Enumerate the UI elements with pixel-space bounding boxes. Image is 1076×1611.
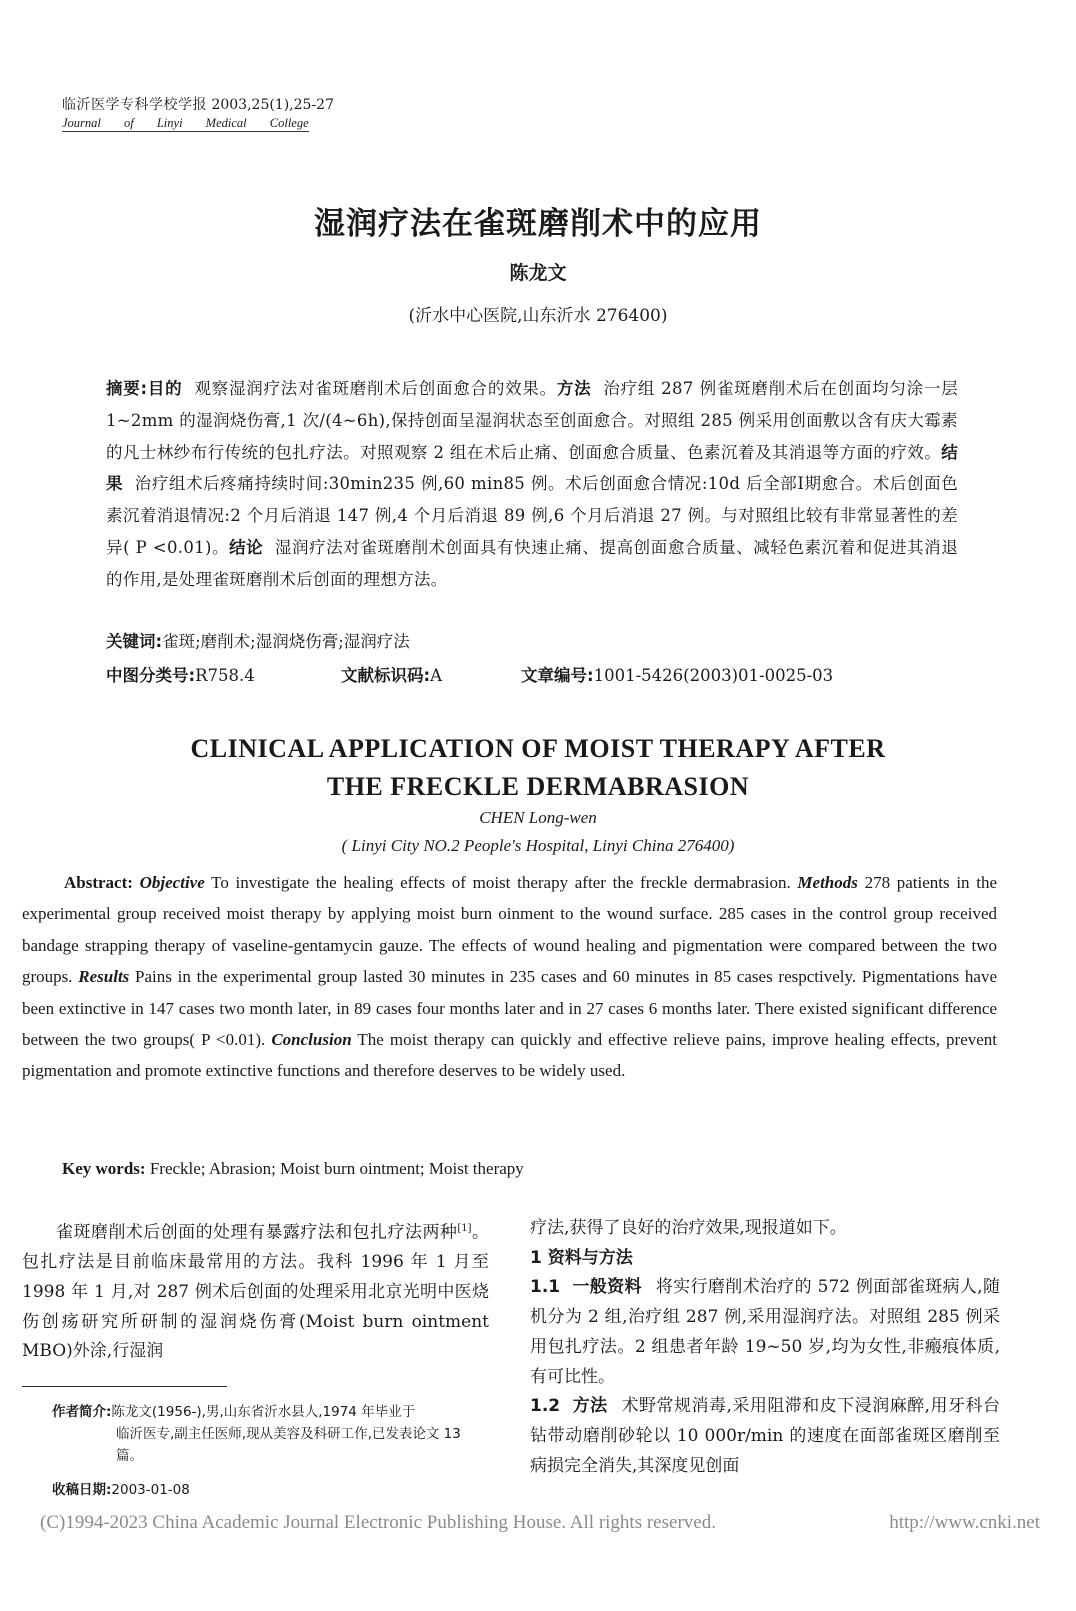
objective-label-en: Objective bbox=[139, 873, 205, 892]
keywords-en-value: Freckle; Abrasion; Moist burn ointment; Moist therapy bbox=[145, 1159, 524, 1178]
footnote-divider bbox=[22, 1386, 227, 1387]
article-title-en bbox=[0, 730, 1076, 806]
results-label-en: Results bbox=[78, 967, 130, 987]
keywords-en bbox=[62, 1159, 524, 1179]
received-date-line bbox=[52, 1478, 190, 1498]
methods-text-en: 278 patients in the experimental group received moist therapy by applying moist burn oinment to the wound surface. 285 cases in the control group received bandage strapping therapy of vaseline-gentamycin gauze. The effects of wound healing and pigmentation were compared between the two groups. bbox=[22, 873, 998, 987]
methods-text-cn: 治疗组 287 例雀斑磨削术后在创面均匀涂一层 1~2mm 的湿润烧伤膏,1 次/(4~6h),保持创面呈湿润状态至创面愈合。对照组 285 例采用创面敷以含有庆大霉素的凡士林纱布行传统的包扎疗法。对照观察 2 组在术后止痛、创面愈合质量、色素沉着及其消退等方面的疗效。 bbox=[106, 379, 959, 462]
affiliation-cn: (沂水中心医院,山东沂水 276400) bbox=[408, 306, 668, 326]
article-no-label: 文章编号: bbox=[521, 666, 594, 685]
classification-line bbox=[106, 662, 966, 686]
cnki-url: http://www.cnki.net bbox=[889, 1512, 1040, 1533]
doc-code-label: 文献标识码: bbox=[341, 666, 431, 685]
author-cn: 陈龙文 bbox=[509, 262, 567, 284]
abstract-cn-label: 摘要: bbox=[106, 379, 148, 398]
journal-citation: 2003,25(1),25-27 bbox=[211, 97, 334, 113]
author-bio: 陈龙文(1956-),男,山东省沂水县人,1974 年毕业于 bbox=[111, 1404, 416, 1420]
objective-text-cn: 观察湿润疗法对雀斑磨削术后创面愈合的效果。 bbox=[194, 379, 557, 398]
subsection-1-2-text: 术野常规消毒,采用阻滞和皮下浸润麻醉,用牙科台钻带动磨削砂轮以 10 000r/min 的速度在面部雀斑区磨削至病损完全消失,其深度见创面 bbox=[530, 1396, 1000, 1476]
author-footnote bbox=[52, 1401, 492, 1467]
subsection-1-1 bbox=[530, 1273, 1000, 1392]
journal-name-cn: 临沂医学专科学校学报 bbox=[62, 97, 207, 113]
intro-paragraph bbox=[22, 1214, 489, 1367]
author-bio-label: 作者简介: bbox=[52, 1404, 112, 1420]
objective-text-en: To investigate the healing effects of moist therapy after the freckle dermabrasion. bbox=[204, 873, 791, 892]
abstract-cn bbox=[106, 373, 958, 596]
copyright-watermark bbox=[40, 1512, 1040, 1534]
clc-label: 中图分类号: bbox=[106, 666, 196, 685]
subsection-1-2-number: 1.2 bbox=[530, 1396, 561, 1417]
journal-name-en: Journal of Linyi Medical College bbox=[62, 116, 309, 130]
affiliation-en: ( Linyi City NO.2 People's Hospital, Linyi China 276400) bbox=[341, 836, 735, 855]
keywords-cn-value: 雀斑;磨削术;湿润烧伤膏;湿润疗法 bbox=[162, 632, 410, 651]
journal-header bbox=[62, 96, 334, 132]
conclusion-text-cn: 湿润疗法对雀斑磨削术创面具有快速止痛、提高创面愈合质量、减轻色素沉着和促进其消退的作用,是处理雀斑磨削术后创面的理想方法。 bbox=[106, 537, 959, 589]
results-text-en: Pains in the experimental group lasted 30 minutes in 235 cases and 60 minutes in 85 cases respctively. Pigmentations have been extinctive in 147 cases two month later, in 89 cases four months later and in 27 cases 6 months later. There existed significant difference between the two groups( P <0.01). bbox=[22, 967, 997, 1050]
title-en-line1: CLINICAL APPLICATION OF MOIST THERAPY AFTER bbox=[190, 734, 886, 763]
conclusion-text-en: The moist therapy can quickly and effective relieve pains, improve healing effects, prevent pigmentation and promote extinctive functions and therefore deserves to be widely used. bbox=[22, 1030, 998, 1081]
methods-label-en: Methods bbox=[797, 873, 858, 892]
keywords-en-label: Key words: bbox=[62, 1159, 146, 1178]
author-bio-cont: 临沂医专,副主任医师,现从美容及科研工作,已发表论文 13 篇。 bbox=[116, 1426, 461, 1464]
subsection-1-1-title: 一般资料 bbox=[572, 1277, 642, 1298]
abstract-en bbox=[22, 867, 997, 1087]
methods-label-cn: 方法 bbox=[556, 379, 592, 398]
title-en-line2: THE FRECKLE DERMABRASION bbox=[326, 772, 750, 801]
abstract-en-label: Abstract: bbox=[64, 873, 133, 892]
keywords-cn bbox=[106, 628, 410, 652]
conclusion-label-cn: 结论 bbox=[229, 537, 264, 557]
body-column-right bbox=[530, 1214, 1000, 1481]
keywords-cn-label: 关键词: bbox=[106, 632, 163, 651]
article-title-cn: 湿润疗法在雀斑磨削术中的应用 bbox=[314, 206, 762, 242]
subsection-1-2-title: 方法 bbox=[572, 1396, 608, 1417]
results-label-cn: 结果 bbox=[106, 442, 958, 494]
results-text-cn: 治疗组术后疼痛持续时间:30min235 例,60 min85 例。术后创面愈合情况:10d 后全部Ⅰ期愈合。术后创面色素沉着消退情况:2 个月后消退 147 例,4 个月后消退 89 例,6 个月后消退 27 例。与对照组比较有非常显著性的差异( P <0.01)。 bbox=[106, 474, 959, 557]
objective-label-cn: 目的 bbox=[147, 379, 183, 398]
clc-value: R758.4 bbox=[195, 666, 255, 685]
subsection-1-1-number: 1.1 bbox=[530, 1277, 561, 1298]
body-column-left bbox=[22, 1214, 489, 1367]
conclusion-label-en: Conclusion bbox=[271, 1030, 352, 1050]
subsection-1-2 bbox=[530, 1392, 1000, 1481]
intro-text-b: 。包扎疗法是目前临床最常用的方法。我科 1996 年 1 月至 1998 年 1 月,对 287 例术后创面的处理采用北京光明中医烧伤创疡研究所研制的湿润烧伤膏(Moist burn ointment MBO)外涂,行湿润 bbox=[22, 1222, 490, 1362]
section-heading-1: 1 资料与方法 bbox=[530, 1247, 633, 1268]
article-no-value: 1001-5426(2003)01-0025-03 bbox=[593, 666, 834, 685]
intro-continuation: 疗法,获得了良好的治疗效果,现报道如下。 bbox=[530, 1218, 847, 1238]
received-date: 2003-01-08 bbox=[111, 1482, 190, 1498]
received-label: 收稿日期: bbox=[52, 1482, 112, 1498]
subsection-1-1-text: 将实行磨削术治疗的 572 例面部雀斑病人,随机分为 2 组,治疗组 287 例,采用湿润疗法。对照组 285 例采用包扎疗法。2 组患者年龄 19~50 岁,均为女性,非瘢痕体质,有可比性。 bbox=[530, 1277, 1000, 1387]
intro-text-a: 雀斑磨削术后创面的处理有暴露疗法和包扎疗法两种 bbox=[56, 1222, 458, 1243]
author-en: CHEN Long-wen bbox=[479, 808, 597, 827]
reference-1: [1] bbox=[457, 1223, 472, 1234]
copyright-text: (C)1994-2023 China Academic Journal Electronic Publishing House. All rights reserved. bbox=[40, 1512, 716, 1533]
doc-code-value: A bbox=[430, 666, 443, 685]
